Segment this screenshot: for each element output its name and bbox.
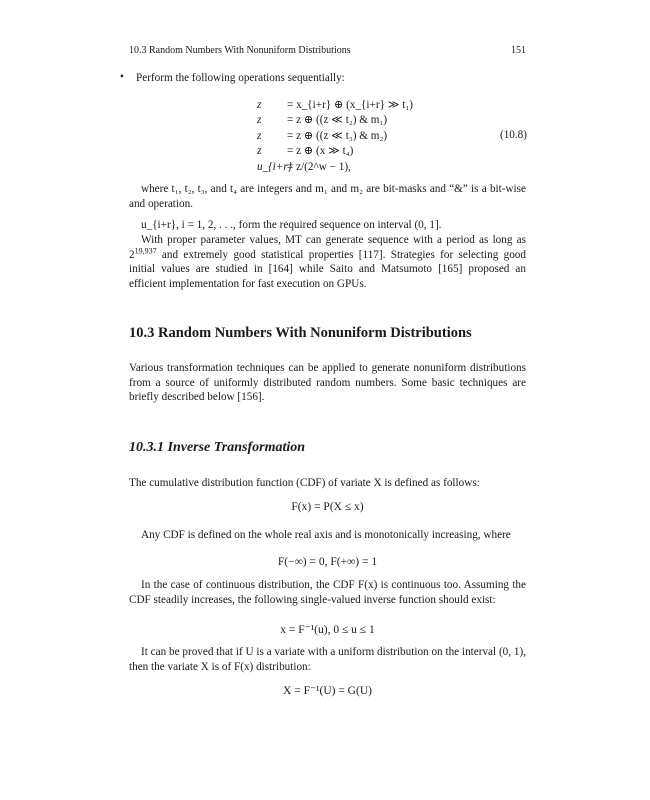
- subsection-title: 10.3.1 Inverse Transformation: [129, 440, 306, 455]
- bullet-icon: •: [120, 71, 124, 83]
- equation-rhs: = z ⊕ (x ≫ t₄): [287, 145, 354, 158]
- equation-rhs: = z ⊕ ((z ≪ t₂) & m₁): [287, 114, 388, 127]
- para-mt-before: With proper parameter values, MT can generate sequence with a period as long as 2: [129, 234, 526, 261]
- equation-rhs: = z/(2^w − 1),: [287, 160, 351, 173]
- equation-lhs: z: [257, 114, 262, 127]
- para-mt: [129, 233, 526, 292]
- equation-rhs: = z ⊕ ((z ≪ t₃) & m₂): [287, 129, 388, 142]
- equation-row: [257, 129, 527, 144]
- equation-lhs: z: [257, 145, 262, 158]
- section-title: 10.3 Random Numbers With Nonuniform Distributions: [129, 325, 472, 341]
- para-continuous: In the case of continuous distribution, the CDF F(x) is continuous too. Assuming the CDF steadily increases, the following single-valued inverse function should exist:: [129, 579, 526, 606]
- period-exponent: 19,937: [134, 245, 157, 255]
- equation-row: [257, 160, 527, 175]
- equation-row: [257, 98, 527, 113]
- equation-row: [257, 113, 527, 128]
- section-intro: Various transformation techniques can be applied to generate nonuniform distributions from a source of uniformly distributed random numbers. Some basic techniques are briefly described below [156].: [129, 362, 526, 404]
- equation-rhs: = x_{i+r} ⊕ (x_{i+r} ≫ t₁): [287, 99, 413, 111]
- para-mt-after: and extremely good statistical properties [117]. Strategies for selecting good initial values are studied in [164] while Saito and Matsumoto [165] proposed an efficient implementation for fast execution on GPUs.: [129, 248, 526, 291]
- equation-lhs: z: [257, 129, 262, 142]
- equation-tag: (10.8): [499, 129, 527, 141]
- equation-limits: F(−∞) = 0, F(+∞) = 1: [277, 556, 378, 568]
- para-proved: It can be proved that if U is a variate with a uniform distribution on the interval (0, 1), then the variate X is of F(x) distribution:: [129, 646, 526, 673]
- page-number: 151: [511, 45, 526, 56]
- equation-lhs: z: [257, 99, 262, 111]
- equation-final: X = F⁻¹(U) = G(U): [283, 685, 372, 697]
- bullet-text: Perform the following operations sequentially:: [136, 72, 345, 84]
- equation-system: [257, 98, 527, 175]
- equation-cdf: F(x) = P(X ≤ x): [291, 501, 364, 513]
- equation-row: [257, 144, 527, 159]
- running-title: 10.3 Random Numbers With Nonuniform Distributions: [129, 45, 351, 56]
- para-cdf: The cumulative distribution function (CDF) of variate X is defined as follows:: [129, 477, 480, 489]
- equation-inverse: x = F⁻¹(u), 0 ≤ u ≤ 1: [280, 624, 375, 636]
- running-header: [129, 45, 526, 56]
- para-where: where t₁, t₂, t₃, and t₄ are integers and m₁ and m₂ are bit-masks and “&” is a bit-wise and operation.: [129, 183, 526, 210]
- equation-lhs: u_{i+r}: [257, 160, 293, 173]
- para-sequence: u_{i+r}, i = 1, 2, . . ., form the required sequence on interval (0, 1].: [141, 219, 442, 231]
- para-anycdf: Any CDF is defined on the whole real axis and is monotonically increasing, where: [141, 529, 511, 541]
